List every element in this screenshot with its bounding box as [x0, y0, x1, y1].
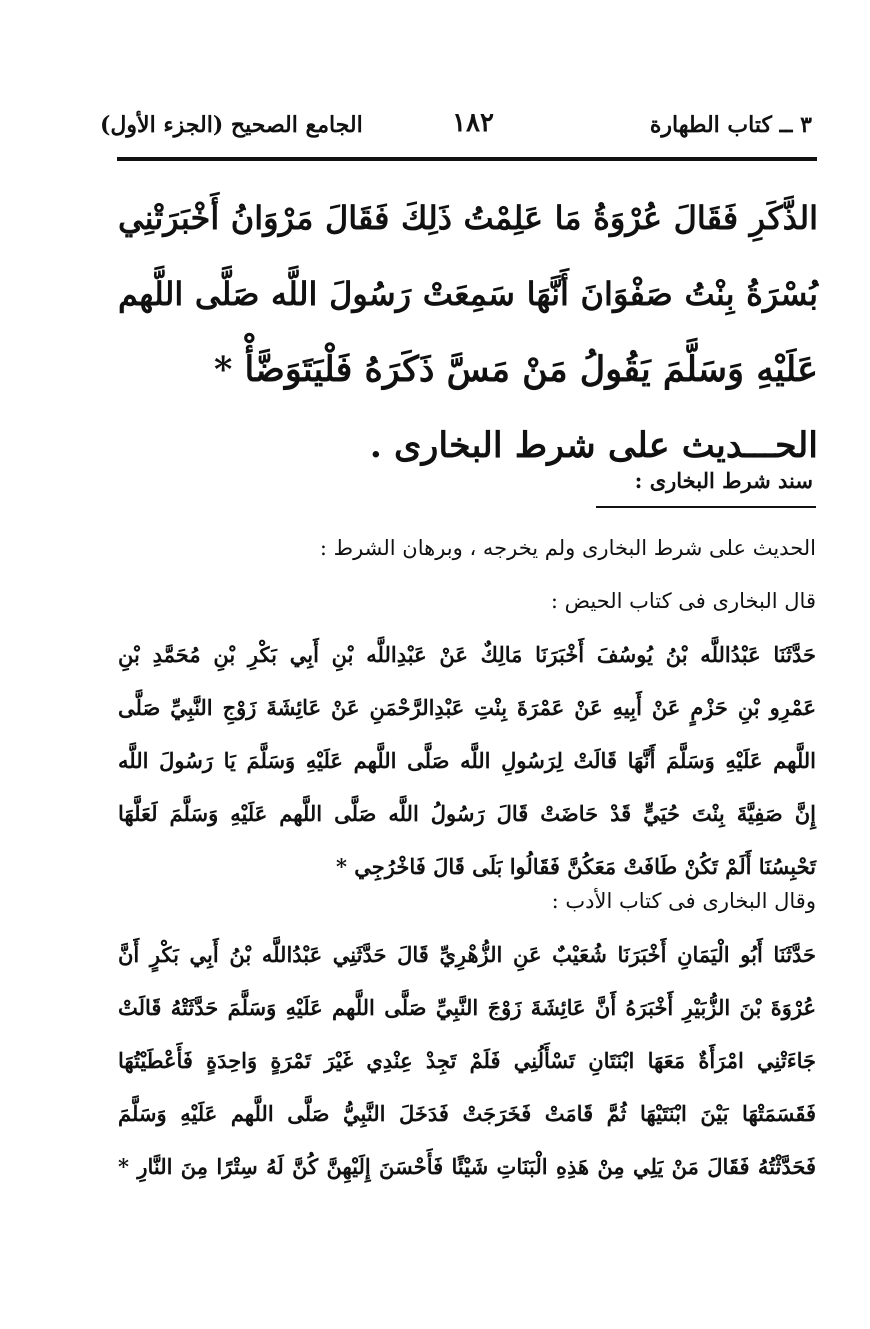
- main-text: [118, 180, 818, 484]
- text-line: اللَّهم عَلَيْهِ وَسَلَّمَ أَنَّهَا قَالَتْ لِرَسُولِ اللَّه صَلَّى اللَّهم عَلَيْهِ وَسَلَّمَ يَا رَسُولَ اللَّه: [118, 748, 816, 773]
- text-line: فَقَسَمَتْهَا بَيْنَ ابْنَتَيْهَا ثُمَّ قَامَتْ فَخَرَجَتْ فَدَخَلَ النَّبِيُّ صَلَّى اللَّهم عَلَيْهِ وَسَلَّمَ: [118, 1101, 816, 1126]
- text-line: الحديث على شرط البخارى ولم يخرجه ، وبرهان الشرط :: [319, 536, 816, 560]
- header-rule: [117, 157, 817, 161]
- page-header: [100, 108, 812, 148]
- text-line: فَحَدَّثْتُهُ فَقَالَ مَنْ يَلِي مِنْ هَذِهِ الْبَنَاتِ شَيْئًا فَأَحْسَنَ إِلَيْهِنَّ كُنَّ لَهُ سِتْرًا مِنَ النَّارِ *: [118, 1154, 816, 1179]
- text-line: إِنَّ صَفِيَّةَ بِنْتَ حُيَيٍّ قَدْ حَاضَتْ قَالَ رَسُولُ اللَّه صَلَّى اللَّهم عَلَيْهِ وَسَلَّمَ لَعَلَّهَا: [118, 801, 816, 826]
- text-line: قال البخارى فى كتاب الحيض :: [550, 589, 816, 613]
- text-line: تَحْبِسُنَا أَلَمْ تَكُنْ طَافَتْ مَعَكُنَّ فَقَالُوا بَلَى قَالَ فَاخْرُجِي *: [336, 854, 816, 879]
- main-text-line: عَلَيْهِ وَسَلَّمَ يَقُولُ مَنْ مَسَّ ذَكَرَهُ فَلْيَتَوَضَّأْ *: [213, 349, 818, 390]
- chapter-title: ٣ ــ كتاب الطهارة: [649, 112, 812, 138]
- text-line: عَمْرِو بْنِ حَزْمٍ عَنْ أَبِيهِ عَنْ عَمْرَةَ بِنْتِ عَبْدِالرَّحْمَنِ عَنْ عَائِشَةَ زَوْجِ النَّبِيِّ صَلَّى: [118, 695, 816, 720]
- text-line: حَدَّثَنَا عَبْدُاللَّه بْنُ يُوسُفَ أَخْبَرَنَا مَالِكٌ عَنْ عَبْدِاللَّه بْنِ أَبِي بَكْرِ بْنِ مُحَمَّدِ بْنِ: [118, 642, 816, 667]
- main-text-line: الذَّكَرِ فَقَالَ عُرْوَةُ مَا عَلِمْتُ ذَلِكَ فَقَالَ مَرْوَانُ أَخْبَرَتْنِي: [118, 199, 818, 237]
- section-heading: سند شرط البخارى :: [634, 468, 813, 493]
- text-line: حَدَّثَنَا أَبُو الْيَمَانِ أَخْبَرَنَا شُعَيْبٌ عَنِ الزُّهْرِيِّ قَالَ حَدَّثَنِي عَبْدُاللَّه بْنُ أَبِي بَكْرٍ أَنَّ: [118, 942, 816, 967]
- main-text-line: بُسْرَةُ بِنْتُ صَفْوَانَ أَنَّهَا سَمِعَتْ رَسُولَ اللَّه صَلَّى اللَّهم: [118, 275, 818, 313]
- hadith-block-1: [118, 522, 816, 893]
- book-title: الجامع الصحيح (الجزء الأول): [100, 112, 363, 138]
- text-line: عُرْوَةَ بْنَ الزُّبَيْرِ أَخْبَرَهُ أَنَّ عَائِشَةَ زَوْجَ النَّبِيِّ صَلَّى اللَّهم عَلَيْهِ وَسَلَّمَ حَدَّثَتْهُ قَالَتْ: [118, 995, 816, 1020]
- page-number: ١٨٢: [452, 108, 494, 138]
- main-text-line: الحـــديث على شرط البخارى .: [369, 425, 818, 466]
- section-underline: [596, 506, 816, 508]
- text-line: جَاءَتْنِي امْرَأَةٌ مَعَهَا ابْنَتَانِ تَسْأَلُنِي فَلَمْ تَجِدْ عِنْدِي غَيْرَ تَمْرَةٍ وَاحِدَةٍ فَأَعْطَيْتُهَا: [118, 1048, 816, 1073]
- text-line: وقال البخارى فى كتاب الأدب :: [551, 889, 816, 913]
- hadith-block-2: [118, 875, 816, 1193]
